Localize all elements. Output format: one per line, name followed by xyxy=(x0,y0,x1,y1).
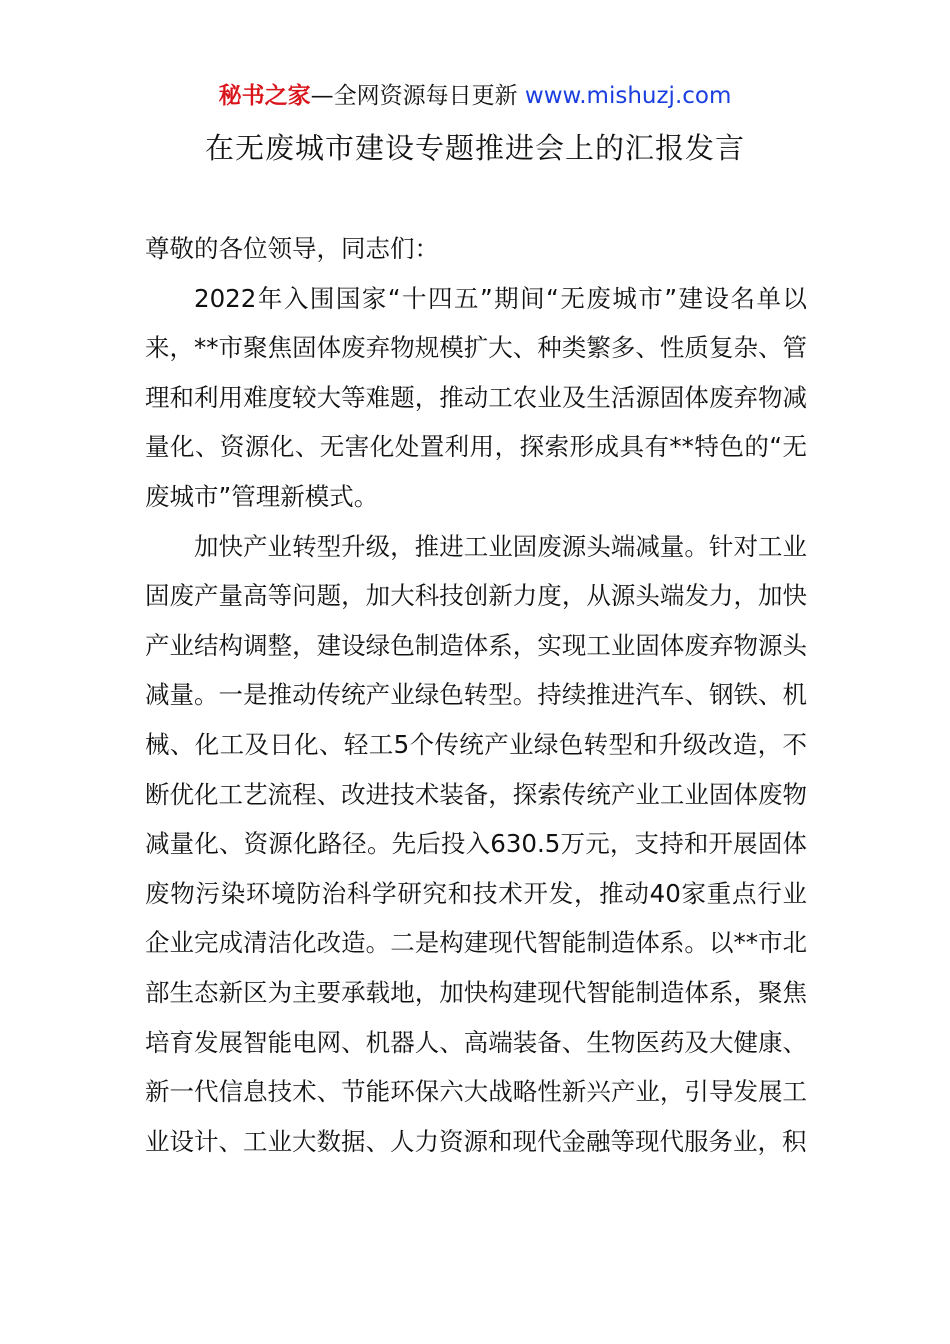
document-title: 在无废城市建设专题推进会上的汇报发言 xyxy=(204,131,745,165)
site-brand: 秘书之家 xyxy=(218,83,311,109)
document-body xyxy=(145,224,807,1166)
paragraph-1: 2022年入围国家“十四五”期间“无废城市”建设名单以来，**市聚焦固体废弃物规模扩大、种类繁多、性质复杂、管理和利用难度较大等难题，推动工农业及生活源固体废弃物减量化、资源化、无害化处置利用，探索形成具有**特色的“无废城市”管理新模式。 xyxy=(145,283,807,511)
salutation: 尊敬的各位领导，同志们： xyxy=(145,234,439,263)
site-tagline: —全网资源每日更新 xyxy=(310,83,525,109)
site-header xyxy=(0,80,950,112)
site-url-link[interactable]: www.mishuzj.com xyxy=(524,83,732,109)
paragraph-2: 加快产业转型升级，推进工业固废源头端减量。针对工业固废产量高等问题，加大科技创新力度，从源头端发力，加快产业结构调整，建设绿色制造体系，实现工业固体废弃物源头减量。一是推动传统产业绿色转型。持续推进汽车、钢铁、机械、化工及日化、轻工5个传统产业绿色转型和升级改造，不断优化工艺流程、改进技术装备，探索传统产业工业固体废物减量化、资源化路径。先后投入630.5万元，支持和开展固体废物污染环境防治科学研究和技术开发，推动40家重点行业企业完成清洁化改造。二是构建现代智能制造体系。以**市北部生态新区为主要承载地，加快构建现代智能制造体系，聚焦培育发展智能电网、机器人、高端装备、生物医药及大健康、新一代信息技术、节能环保六大战略性新兴产业，引导发展工业设计、工业大数据、人力资源和现代金融等现代服务业，积 xyxy=(145,531,807,1156)
